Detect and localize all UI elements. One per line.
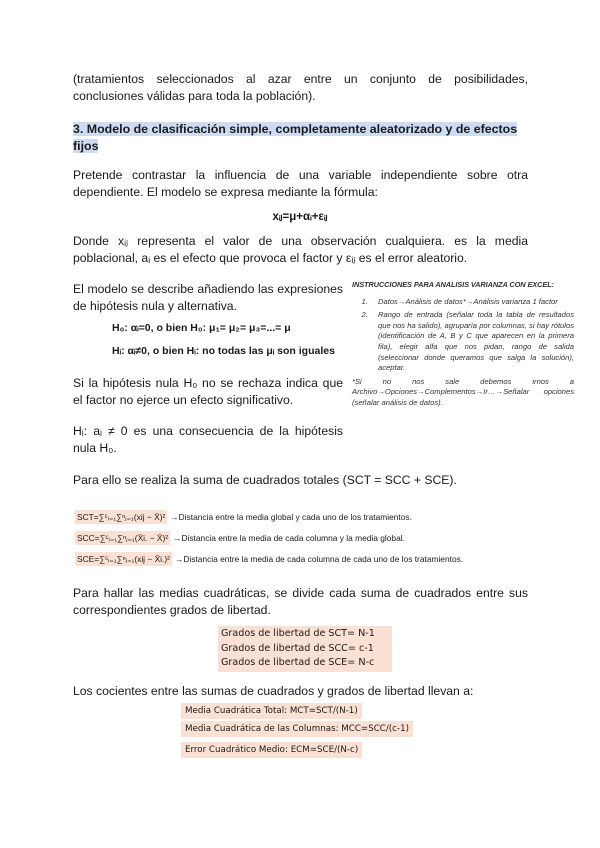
sum-row-sce [75, 549, 463, 569]
sum-row-scc [75, 528, 405, 548]
instruction-item: 2. Rango de entrada (señalar toda la tabla de resultados que nos ha salido), agruparía por columnas, si hay rótulos (identificación de A, B y C que aparecen en la primera fila), elegir alfa que nos pidan, rango de salida (seleccionar donde queramos que salga la solución), aceptar. [370, 310, 574, 374]
sum-row-sct [75, 507, 412, 527]
instruction-item: 1. Datos→Análisis de datos*→Análisis varianza 1 factor [370, 297, 574, 308]
degrees-line: Grados de libertad de SCT= N-1 [221, 628, 375, 639]
mean-square-total: Media Cuadrática Total: MCT=SCT/(N-1) [181, 703, 362, 719]
intro-paragraph: (tratamientos seleccionados al azar entre un conjunto de posibilidades, conclusiones válidas para toda la población). [73, 72, 528, 103]
model-formula: xᵢⱼ=μ+αᵢ+εᵢⱼ [272, 211, 328, 223]
degrees-of-freedom-box [218, 626, 392, 672]
si-paragraph: Si la hipótesis nula H₀ no se rechaza indica que el factor no ejerce un efecto significativo. [73, 376, 343, 407]
sum-formula: SCC=∑ᶜᵢ₌₁∑ⁿⱼ₌₁(X̄i. − X̄)² [77, 533, 169, 543]
instructions-note: *Si no nos sale debemos irnos a Archivo→Opciones→Complementos→Ir…→Señalar opciones (señalar análisis de datos). [352, 376, 574, 407]
null-hypothesis: H₀: αᵢ=0, o bien H₀: μ₁= μ₂= μ₃=...= μ [112, 322, 291, 334]
donde-paragraph: Donde xᵢⱼ representa el valor de una observación cualquiera. es la media poblacional, aᵢ es el efecto que provoca el factor y εᵢⱼ es el error aleatorio. [73, 234, 528, 265]
instructions-list [352, 297, 574, 374]
degrees-line: Grados de libertad de SCC= c-1 [221, 642, 374, 654]
sum-formula: SCE=∑ᶜᵢ₌₁∑ⁿⱼ₌₁(xij − X̄i.)² [77, 554, 170, 564]
sum-formula: SCT=∑ᶜᵢ₌₁∑ⁿⱼ₌₁(xij − X̄)² [77, 512, 166, 522]
modelo-paragraph: El modelo se describe añadiendo las expresiones de hipótesis nula y alternativa. [73, 282, 343, 313]
hallar-paragraph: Para hallar las medias cuadráticas, se divide cada suma de cuadrados entre sus correspondientes grados de libertad. [73, 586, 528, 617]
section-heading-text: 3. Modelo de clasificación simple, completamente aleatorizado y de efectos fijos [73, 122, 518, 153]
sum-description: →Distancia entre la media de cada columna y la media global. [173, 533, 405, 543]
sum-description: →Distancia entre la media global y cada uno de los tratamientos. [170, 512, 412, 522]
section-heading [73, 121, 528, 155]
h1-paragraph: Hᵢ: aᵢ ≠ 0 es una consecuencia de la hipótesis nula H₀. [73, 424, 343, 455]
sum-description: →Distancia entre la media de cada columna de cada uno de los tratamientos. [174, 554, 464, 564]
contrast-paragraph: Pretende contrastar la influencia de una variable independiente sobre otra dependiente. El modelo se expresa mediante la fórmula: [73, 168, 528, 199]
degrees-line: Grados de libertad de SCE= N-c [221, 657, 375, 668]
para-paragraph: Para ello se realiza la suma de cuadrados totales (SCT = SCC + SCE). [73, 473, 457, 487]
alternative-hypothesis: Hᵢ: αᵢ≠0, o bien Hᵢ: no todas las μᵢ son iguales [112, 345, 335, 357]
instructions-title: INSTRUCCIONES PARA ANALISIS VARIANZA CON EXCEL: [352, 280, 554, 289]
mean-square-error: Error Cuadrático Medio: ECM=SCE/(N-c) [181, 742, 362, 758]
cocientes-paragraph: Los cocientes entre las sumas de cuadrados y grados de libertad llevan a: [73, 684, 474, 698]
mean-square-columns: Media Cuadrática de las Columnas: MCC=SCC/(c-1) [181, 721, 413, 737]
excel-instructions [352, 280, 574, 409]
